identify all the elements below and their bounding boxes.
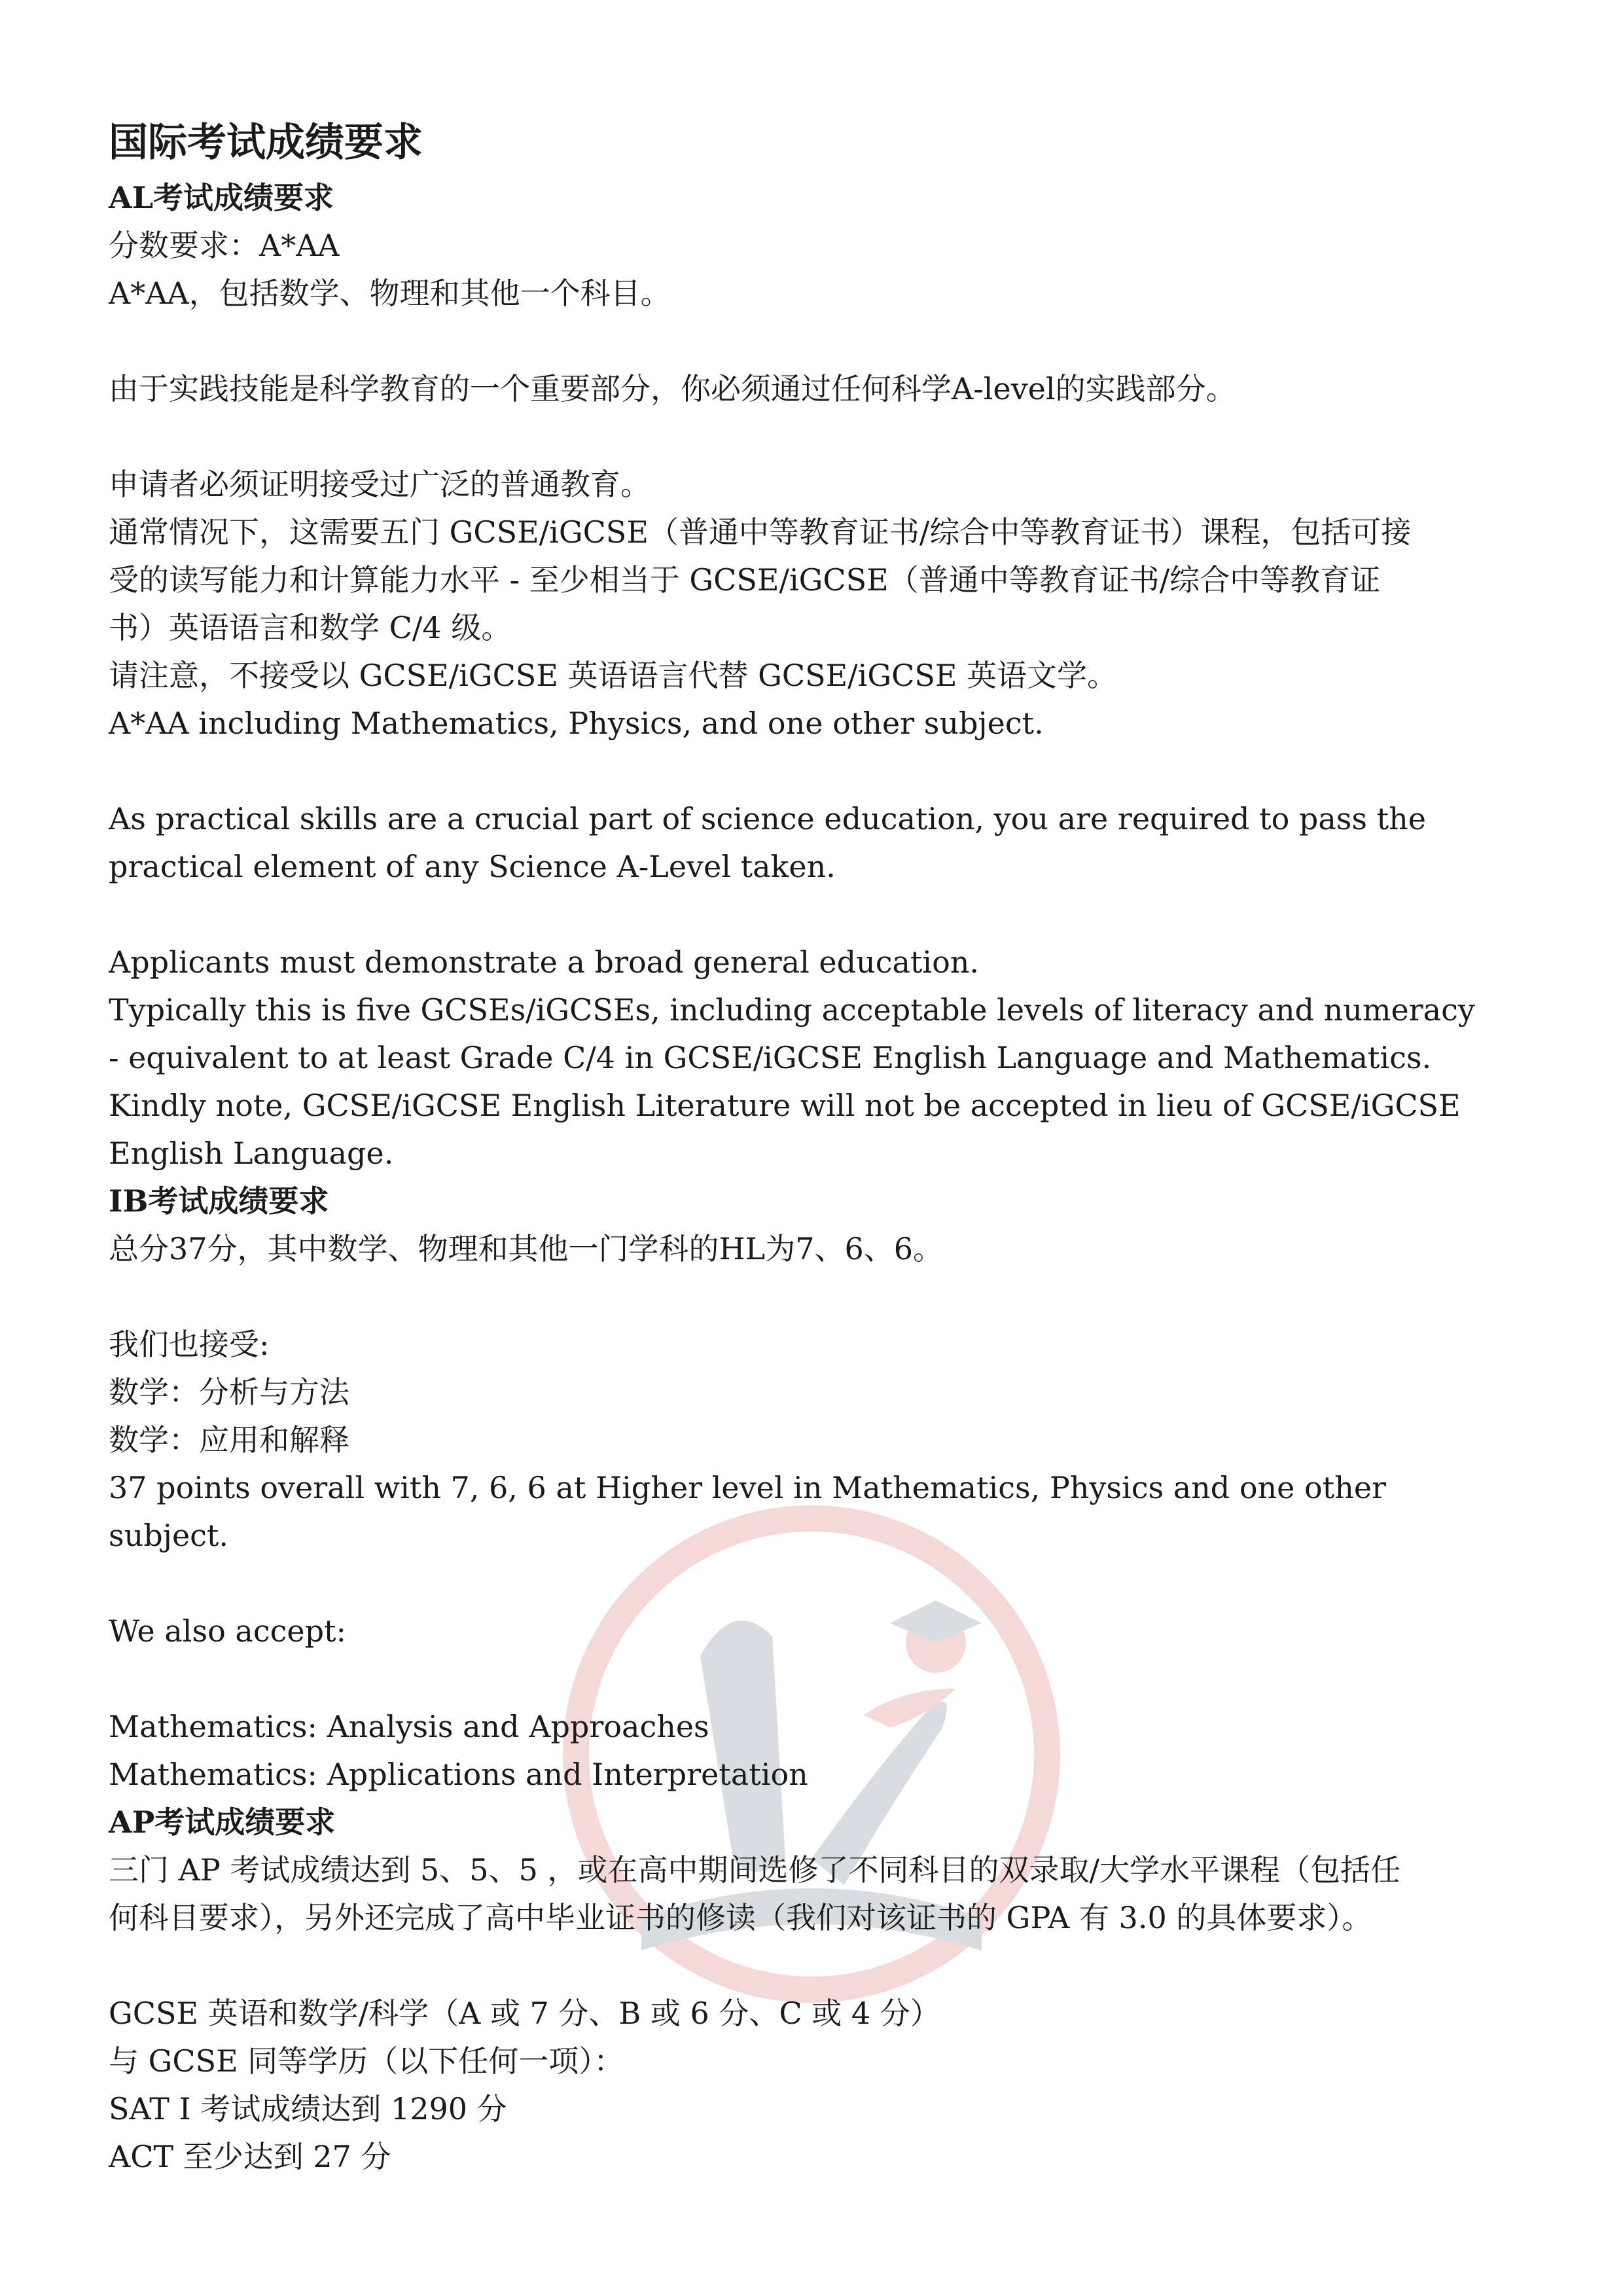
ap-line: 与 GCSE 同等学历（以下任何一项）： [109,2043,624,2079]
al-line: Applicants must demonstrate a broad general education. [109,944,980,980]
al-line: 由于实践技能是科学教育的一个重要部分，你必须通过任何科学A-level的实践部分。 [109,371,1236,406]
ib-line: 37 points overall with 7, 6, 6 at Higher level in Mathematics, Physics and one other [109,1470,1387,1505]
blank-line [109,413,1516,461]
ap-line: ACT 至少达到 27 分 [109,2139,391,2174]
al-line: A*AA，包括数学、物理和其他一个科目。 [109,276,671,311]
al-line: 书）英语语言和数学 C/4 级。 [109,610,512,645]
ap-line: 三门 AP 考试成绩达到 5、5、5 ，或在高中期间选修了不同科目的双录取/大学水平课程（包括任 [109,1852,1400,1888]
page-title: 国际考试成绩要求 [109,120,423,166]
blank-line [109,1942,1516,1990]
ib-line: 数学：应用和解释 [109,1422,349,1458]
ib-line: 我们也接受: [109,1327,270,1362]
ib-heading: IB考试成绩要求 [109,1183,329,1219]
ib-line: 总分37分，其中数学、物理和其他一门学科的HL为7、6、6。 [109,1231,943,1266]
document-page [109,111,1516,2181]
ap-section [109,1799,1516,2181]
ib-section [109,1177,1516,1799]
al-line: 请注意，不接受以 GCSE/iGCSE 英语语言代替 GCSE/iGCSE 英语文学。 [109,658,1118,693]
al-line: practical element of any Science A-Level taken. [109,849,836,884]
al-line: - equivalent to at least Grade C/4 in GCSE/iGCSE English Language and Mathematics. [109,1040,1432,1075]
blank-line [109,317,1516,365]
al-heading: AL考试成绩要求 [109,180,334,215]
ib-line: Mathematics: Applications and Interpretation [109,1757,808,1792]
ib-line: subject. [109,1518,229,1553]
al-line: Typically this is five GCSEs/iGCSEs, including acceptable levels of literacy and numeracy [109,992,1475,1028]
ap-line: GCSE 英语和数学/科学（A 或 7 分、B 或 6 分、C 或 4 分） [109,1996,940,2031]
al-line: 申请者必须证明接受过广泛的普通教育。 [109,467,651,502]
ib-line: We also accept: [109,1613,347,1649]
al-line: A*AA including Mathematics, Physics, and one other subject. [109,706,1044,741]
ap-heading: AP考试成绩要求 [109,1804,336,1840]
ib-line: Mathematics: Analysis and Approaches [109,1709,709,1744]
blank-line [109,891,1516,939]
blank-line [109,1655,1516,1703]
al-line: English Language. [109,1136,394,1171]
ap-line: SAT I 考试成绩达到 1290 分 [109,2091,507,2126]
al-section [109,174,1516,1177]
blank-line [109,1273,1516,1321]
ap-line: 何科目要求），另外还完成了高中毕业证书的修读（我们对该证书的 GPA 有 3.0 的具体要求）。 [109,1900,1372,1935]
al-line: 分数要求：A*AA [109,228,340,263]
al-line: 受的读写能力和计算能力水平 - 至少相当于 GCSE/iGCSE（普通中等教育证书/综合中等教育证 [109,562,1381,598]
blank-line [109,1560,1516,1607]
blank-line [109,747,1516,795]
al-line: As practical skills are a crucial part of science education, you are required to pass the [109,801,1426,836]
ib-line: 数学：分析与方法 [109,1374,349,1410]
al-line: Kindly note, GCSE/iGCSE English Literature will not be accepted in lieu of GCSE/iGCSE [109,1088,1461,1123]
al-line: 通常情况下，这需要五门 GCSE/iGCSE（普通中等教育证书/综合中等教育证书）课程，包括可接 [109,514,1412,550]
